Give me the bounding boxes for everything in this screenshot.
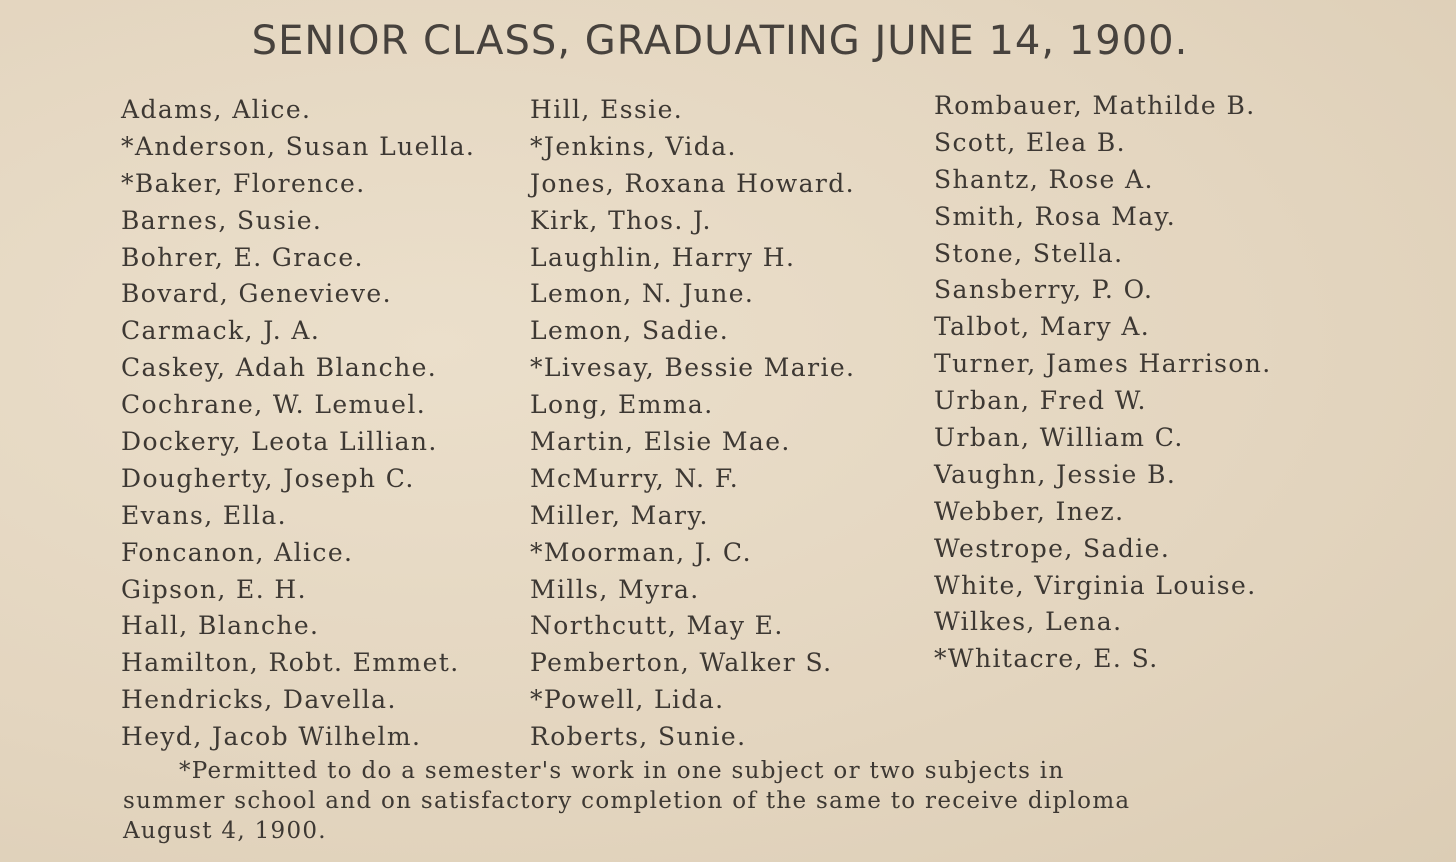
student-name: Miller, Mary. bbox=[530, 500, 709, 530]
page-title: SENIOR CLASS, GRADUATING JUNE 14, 1900. bbox=[251, 18, 1189, 64]
student-name: Rombauer, Mathilde B. bbox=[934, 91, 1256, 120]
student-name: Bovard, Genevieve. bbox=[121, 279, 392, 309]
student-name: Webber, Inez. bbox=[934, 496, 1125, 526]
student-name: McMurry, N. F. bbox=[530, 463, 740, 493]
student-name: Carmack, J. A. bbox=[121, 316, 321, 346]
student-name: Foncanon, Alice. bbox=[121, 537, 354, 567]
student-name: Mills, Myra. bbox=[530, 574, 700, 604]
name-column-1 bbox=[121, 92, 475, 756]
student-name: Cochrane, W. Lemuel. bbox=[121, 390, 427, 420]
student-name: Evans, Ella. bbox=[121, 500, 287, 530]
student-name: Lemon, N. June. bbox=[530, 279, 755, 309]
student-name: Shantz, Rose A. bbox=[934, 164, 1154, 194]
student-name: Lemon, Sadie. bbox=[530, 316, 730, 346]
footnote-line-3: August 4, 1900. bbox=[123, 818, 327, 844]
student-name: Kirk, Thos. J. bbox=[530, 205, 712, 235]
student-name: Adams, Alice. bbox=[121, 95, 312, 124]
footnote bbox=[123, 756, 1313, 846]
student-name: Urban, William C. bbox=[934, 423, 1184, 453]
student-name: *Baker, Florence. bbox=[121, 168, 366, 198]
student-name: *Moorman, J. C. bbox=[530, 537, 752, 567]
student-name: *Anderson, Susan Luella. bbox=[121, 131, 476, 161]
student-name: Wilkes, Lena. bbox=[934, 607, 1123, 637]
student-name: Hamilton, Robt. Emmet. bbox=[121, 648, 460, 678]
student-name: Stone, Stella. bbox=[934, 238, 1124, 268]
name-column-2 bbox=[530, 92, 855, 756]
student-name: Pemberton, Walker S. bbox=[530, 648, 833, 678]
student-name: Hill, Essie. bbox=[530, 95, 684, 124]
student-name: *Whitacre, E. S. bbox=[934, 644, 1159, 674]
student-name: Heyd, Jacob Wilhelm. bbox=[121, 722, 422, 752]
name-column-3 bbox=[934, 88, 1272, 678]
student-name: Hendricks, Davella. bbox=[121, 685, 397, 715]
student-name: Long, Emma. bbox=[530, 390, 714, 420]
student-name: Smith, Rosa May. bbox=[934, 201, 1177, 231]
student-name: Sansberry, P. O. bbox=[934, 275, 1154, 305]
student-name: *Powell, Lida. bbox=[530, 685, 725, 715]
footnote-line-1: *Permitted to do a semester's work in one subject or two subjects in bbox=[179, 758, 1065, 784]
student-name: Bohrer, E. Grace. bbox=[121, 242, 364, 272]
student-name: Talbot, Mary A. bbox=[934, 312, 1151, 342]
student-name: Hall, Blanche. bbox=[121, 611, 320, 641]
student-name: Gipson, E. H. bbox=[121, 574, 307, 604]
student-name: Westrope, Sadie. bbox=[934, 533, 1171, 563]
student-name: Dockery, Leota Lillian. bbox=[121, 427, 438, 457]
student-name: Martin, Elsie Mae. bbox=[530, 427, 791, 457]
footnote-line-2: summer school and on satisfactory completion of the same to receive diploma bbox=[123, 788, 1131, 814]
student-name: Barnes, Susie. bbox=[121, 205, 323, 235]
student-name: Caskey, Adah Blanche. bbox=[121, 353, 438, 383]
student-name: Scott, Elea B. bbox=[934, 127, 1126, 157]
student-name: *Jenkins, Vida. bbox=[530, 131, 737, 161]
student-name: Northcutt, May E. bbox=[530, 611, 784, 641]
student-name: White, Virginia Louise. bbox=[934, 570, 1257, 600]
student-name: Roberts, Sunie. bbox=[530, 722, 747, 752]
student-name: Dougherty, Joseph C. bbox=[121, 463, 415, 493]
student-name: Vaughn, Jessie B. bbox=[934, 459, 1177, 489]
student-name: Jones, Roxana Howard. bbox=[530, 168, 855, 198]
student-name: Turner, James Harrison. bbox=[934, 349, 1272, 379]
student-name: *Livesay, Bessie Marie. bbox=[530, 353, 856, 383]
student-name: Urban, Fred W. bbox=[934, 386, 1147, 416]
student-name: Laughlin, Harry H. bbox=[530, 242, 796, 272]
